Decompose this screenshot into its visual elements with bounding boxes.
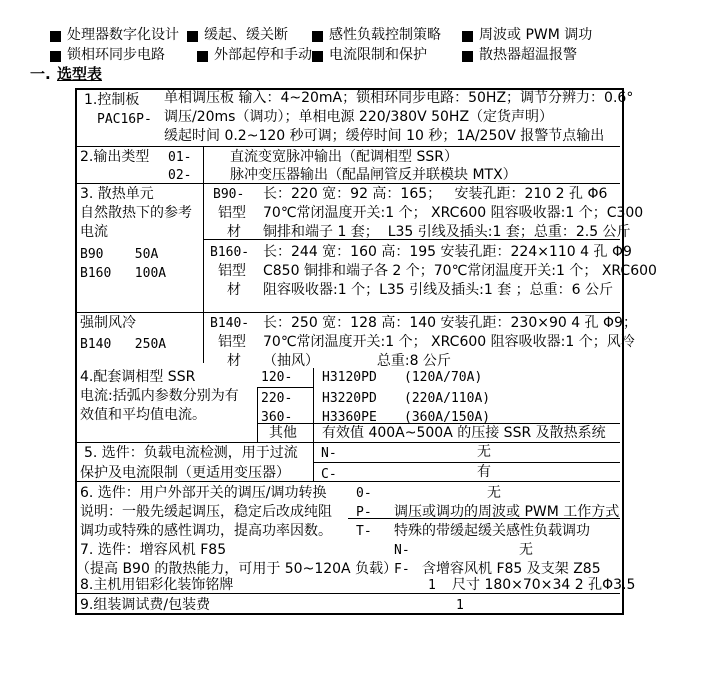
heatsink-desc-line: C850 铜排和端子各 2 个；70℃常闭温度开关:1 个； XRC600 <box>263 263 657 279</box>
heatsink-desc-line: 70℃常闭温度开关:1 个； XRC600 阻容吸收器:1 个；C300 <box>263 205 644 221</box>
heatsink-code: 铝型 <box>218 263 246 279</box>
row6-label-line: 6. 选件：用户外部开关的调压/调功转换 <box>80 485 327 501</box>
option-code: 01- <box>168 150 192 165</box>
heatsink-code: 材 <box>227 282 241 298</box>
table-border-segment <box>313 368 314 481</box>
heatsink-code: 材 <box>227 224 241 240</box>
table-border-segment <box>257 387 313 388</box>
heatsink-code: B140- <box>210 316 250 331</box>
row5-label-line: 保护及电流限制（更适用变压器） <box>80 465 290 481</box>
row1-desc-line: 单相调压板 输入：4~20mA；锁相环同步电路：50HZ；调节分辨力：0.6° <box>164 90 634 106</box>
option-code: N- <box>394 543 410 558</box>
table-border-segment <box>75 593 620 594</box>
table-border-segment <box>75 146 620 147</box>
heatsink-desc-line: （抽风） 总重:8 公斤 <box>263 353 451 369</box>
ssr-spec: (360A/150A) <box>404 410 491 425</box>
row8-label: 8.主机用铝彩化装饰铭牌 <box>80 577 234 593</box>
bullet-square-icon <box>462 51 473 62</box>
row4-label-line: 4.配套调相型 SSR <box>80 369 196 385</box>
option-code: T- <box>356 524 372 539</box>
row3-label-line: B160 100A <box>80 266 167 281</box>
bullet-square-icon <box>50 31 61 42</box>
feature-item: 缓起、缓关断 <box>204 27 288 43</box>
row4-label-line: 电流:括弧内参数分别为有 <box>80 388 239 404</box>
table-border-segment <box>75 183 620 184</box>
row9-qty: 1 <box>456 598 464 613</box>
option-desc: 直流变宽脉冲输出（配调相型 SSR） <box>230 149 458 165</box>
bullet-square-icon <box>312 31 323 42</box>
option-code: 0- <box>356 486 372 501</box>
table-border-segment <box>257 387 258 442</box>
row3-label-line: B90 50A <box>80 247 159 262</box>
section-title: 选型表 <box>57 65 103 83</box>
heatsink-desc-line: 长：244 宽：160 高：195 安装孔距：224×110 4 孔 Φ9 <box>263 244 632 260</box>
option-code: 02- <box>168 168 192 183</box>
heatsink-code: 铝型 <box>218 205 246 221</box>
ssr-model: H3220PD <box>322 391 377 406</box>
row8-qty: 1 <box>428 578 436 593</box>
table-border-segment <box>75 481 620 482</box>
bullet-square-icon <box>312 51 323 62</box>
heatsink-code: B90- <box>213 187 245 202</box>
ssr-model: H3360PE <box>322 410 377 425</box>
option-value: 无 <box>519 542 533 558</box>
row9-label: 9.组装调试费/包装费 <box>80 597 211 613</box>
row5-label-line: 5. 选件：负载电流检测，用于过流 <box>84 445 298 461</box>
table-border-segment <box>75 442 620 443</box>
feature-item: 外部起停和手动 <box>214 47 312 63</box>
section-number: 一. <box>30 65 51 83</box>
table-border-segment <box>75 312 620 313</box>
option-value: 特殊的带缓起缓关感性负载调功 <box>394 523 590 539</box>
ssr-code: 220- <box>261 391 293 406</box>
row3-label-line: 电流 <box>80 224 108 240</box>
row1-desc-line: 调压/20ms（调功）；单相电源 220/380V 50HZ（定货声明） <box>164 109 554 125</box>
table-border-segment <box>203 146 204 363</box>
row2-label: 2.输出类型 <box>80 149 150 165</box>
ssr-code: 其他 <box>269 425 297 441</box>
heatsink-code: 铝型 <box>218 334 246 350</box>
option-code: N- <box>321 446 337 461</box>
row3b-label-line: B140 250A <box>80 337 167 352</box>
option-value: 无 <box>487 485 501 501</box>
ssr-code: 120- <box>261 370 293 385</box>
heatsink-code: B160- <box>210 245 250 260</box>
table-border-segment <box>313 462 620 463</box>
row4-label-line: 效值和平均值电流。 <box>80 407 206 423</box>
ssr-other-desc: 有效值 400A~500A 的压接 SSR 及散热系统 <box>322 425 606 441</box>
option-code: P- <box>356 505 372 520</box>
heatsink-desc-line: 阻容吸收器:1 个；L35 引线及插头:1 套 ；总重：6 公斤 <box>263 282 614 298</box>
feature-item: 电流限制和保护 <box>329 47 427 63</box>
row6-label-line: 调功或特殊的感性调功，提高功率因数。 <box>80 523 332 539</box>
bullet-square-icon <box>197 51 208 62</box>
option-code: F- <box>394 562 410 577</box>
heatsink-desc-line: 长：220 宽：92 高：165； 安装孔距：210 2 孔 Φ6 <box>263 186 608 202</box>
feature-item: 散热器超温报警 <box>479 47 577 63</box>
row7-label-line: 7. 选件：增容风机 F85 <box>80 542 227 558</box>
bullet-square-icon <box>50 51 61 62</box>
ssr-code: 360- <box>261 410 293 425</box>
feature-item: 锁相环同步电路 <box>67 47 165 63</box>
option-value: 无 <box>477 444 491 460</box>
heatsink-desc-line: 铜排和端子 1 套； L35 引线及插头:1 套；总重：2.5 公斤 <box>263 224 631 240</box>
option-desc: 脉冲变压器输出（配晶闸管反并联模块 MTX） <box>230 167 517 183</box>
row1-model-code: PAC16P- <box>97 112 152 127</box>
ssr-spec: (120A/70A) <box>404 370 483 385</box>
row1-label: 1.控制板 <box>84 92 140 108</box>
option-value: 调压或调功的周波或 PWM 工作方式 <box>394 504 620 520</box>
heatsink-desc-line: 长：250 宽：128 高：140 安装孔距：230×90 4 孔 Φ9； <box>263 315 637 331</box>
row3b-label-line: 强制风冷 <box>80 315 136 331</box>
row8-spec: 尺寸 180×70×34 2 孔Φ3.5 <box>452 577 636 593</box>
heatsink-desc-line: 70℃常闭温度开关:1 个； XRC600 阻容吸收器:1 个；风冷 <box>263 334 635 350</box>
heatsink-code: 材 <box>227 353 241 369</box>
option-value: 有 <box>477 464 491 480</box>
option-value: 含增容风机 F85 及支架 Z85 <box>422 561 601 577</box>
ssr-spec: (220A/110A) <box>404 391 491 406</box>
feature-item: 感性负载控制策略 <box>329 27 441 43</box>
row6-label-line: 说明：一般先缓起调压，稳定后改成纯阻 <box>80 504 332 520</box>
option-code: C- <box>321 467 337 482</box>
row3-label-line: 3. 散热单元 <box>80 186 154 202</box>
row1-desc-line: 缓起时间 0.2~120 秒可调；缓停时间 10 秒；1A/250V 报警节点输出 <box>164 128 605 144</box>
row7-label-line: （提高 B90 的散热能力，可用于 50~120A 负载） <box>76 561 398 577</box>
row3-label-line: 自然散热下的参考 <box>80 205 192 221</box>
feature-item: 处理器数字化设计 <box>67 27 179 43</box>
ssr-model: H3120PD <box>322 370 377 385</box>
bullet-square-icon <box>462 31 473 42</box>
feature-item: 周波或 PWM 调功 <box>479 27 593 43</box>
bullet-square-icon <box>187 31 198 42</box>
